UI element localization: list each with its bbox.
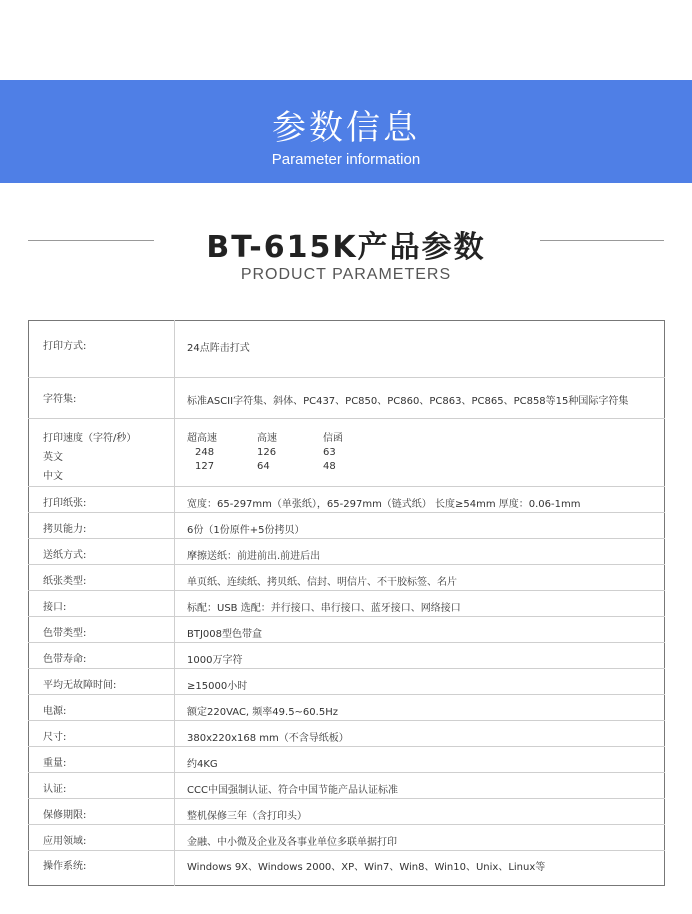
speed-value: 127 — [195, 461, 215, 472]
spec-value: Windows 9X、Windows 2000、XP、Win7、Win8、Win10、Unix、Linux等 — [187, 862, 546, 873]
table-row — [29, 565, 665, 591]
spec-value: 金融、中小微及企业及各事业单位多联单据打印 — [175, 825, 665, 851]
spec-value: 标配：USB 选配：并行接口、串行接口、蓝牙接口、网络接口 — [175, 591, 665, 617]
spec-label: 平均无故障时间: — [29, 669, 175, 695]
table-row — [29, 487, 665, 513]
spec-label: 重量: — [29, 747, 175, 773]
spec-value: CCC中国强制认证、符合中国节能产品认证标准 — [175, 773, 665, 799]
table-row — [29, 321, 665, 378]
spec-value: 约4KG — [175, 747, 665, 773]
spec-label: 认证: — [29, 773, 175, 799]
spec-label: 纸张类型: — [29, 565, 175, 591]
spec-label: 电源: — [29, 695, 175, 721]
table-row — [29, 539, 665, 565]
spec-label: 送纸方式: — [29, 539, 175, 565]
banner-title: 参数信息 — [272, 108, 420, 148]
table-row — [29, 747, 665, 773]
spec-label: 接口: — [29, 591, 175, 617]
table-row — [29, 617, 665, 643]
speed-table — [175, 419, 665, 487]
table-row — [29, 643, 665, 669]
table-row — [29, 773, 665, 799]
spec-value: 宽度：65-297mm（单张纸），65-297mm（链式纸） 长度≥54mm 厚度：0.06-1mm — [175, 487, 665, 513]
speed-row-en: 英文 — [43, 452, 63, 463]
spec-value: 单页纸、连续纸、拷贝纸、信封、明信片、不干胶标签、名片 — [175, 565, 665, 591]
speed-header: 高速 — [257, 433, 277, 444]
spec-label: 色带类型: — [29, 617, 175, 643]
header-banner — [0, 80, 692, 183]
table-row — [29, 851, 665, 886]
table-row — [29, 513, 665, 539]
speed-value: 48 — [323, 461, 336, 472]
spec-label: 拷贝能力: — [29, 513, 175, 539]
table-row — [29, 695, 665, 721]
spec-value: 380x220x168 mm（不含导纸板） — [175, 721, 665, 747]
table-row — [29, 721, 665, 747]
speed-value: 64 — [257, 461, 270, 472]
table-row — [29, 799, 665, 825]
spec-value: 额定220VAC, 频率49.5~60.5Hz — [175, 695, 665, 721]
spec-table — [28, 320, 665, 886]
table-row — [29, 825, 665, 851]
table-row — [29, 669, 665, 695]
table-row — [29, 378, 665, 419]
product-subtitle: PRODUCT PARAMETERS — [240, 266, 452, 283]
speed-header: 超高速 — [187, 433, 217, 444]
speed-value: 63 — [323, 447, 336, 458]
spec-value: 摩擦送纸：前进前出.前进后出 — [175, 539, 665, 565]
spec-value: 24点阵击打式 — [175, 321, 665, 378]
banner-subtitle: Parameter information — [271, 151, 421, 168]
spec-label: 字符集: — [29, 378, 175, 419]
speed-value: 126 — [257, 447, 277, 458]
spec-label: 尺寸: — [29, 721, 175, 747]
table-row — [29, 419, 665, 487]
spec-label: 保修期限: — [29, 799, 175, 825]
spec-label: 打印纸张: — [29, 487, 175, 513]
spec-value: 整机保修三年（含打印头） — [175, 799, 665, 825]
spec-value: ≥15000小时 — [175, 669, 665, 695]
spec-value: 6份（1份原件+5份拷贝） — [175, 513, 665, 539]
spec-value: BTJ008型色带盒 — [175, 617, 665, 643]
product-title: BT-615K产品参数 — [206, 230, 486, 265]
spec-value: 标准ASCII字符集、斜体、PC437、PC850、PC860、PC863、PC865、PC858等15种国际字符集 — [175, 378, 665, 419]
speed-row-cn: 中文 — [43, 471, 63, 482]
spec-label: 应用领域: — [29, 825, 175, 851]
speed-header: 信函 — [323, 433, 343, 444]
spec-label: 操作系统: — [29, 851, 175, 886]
section-heading — [0, 222, 692, 292]
speed-value: 248 — [195, 447, 215, 458]
spec-label: 打印速度（字符/秒） — [43, 433, 137, 444]
table-row — [29, 591, 665, 617]
spec-label: 打印方式: — [29, 321, 175, 378]
spec-value: 1000万字符 — [175, 643, 665, 669]
spec-label: 色带寿命: — [29, 643, 175, 669]
speed-label-cell — [29, 419, 175, 487]
